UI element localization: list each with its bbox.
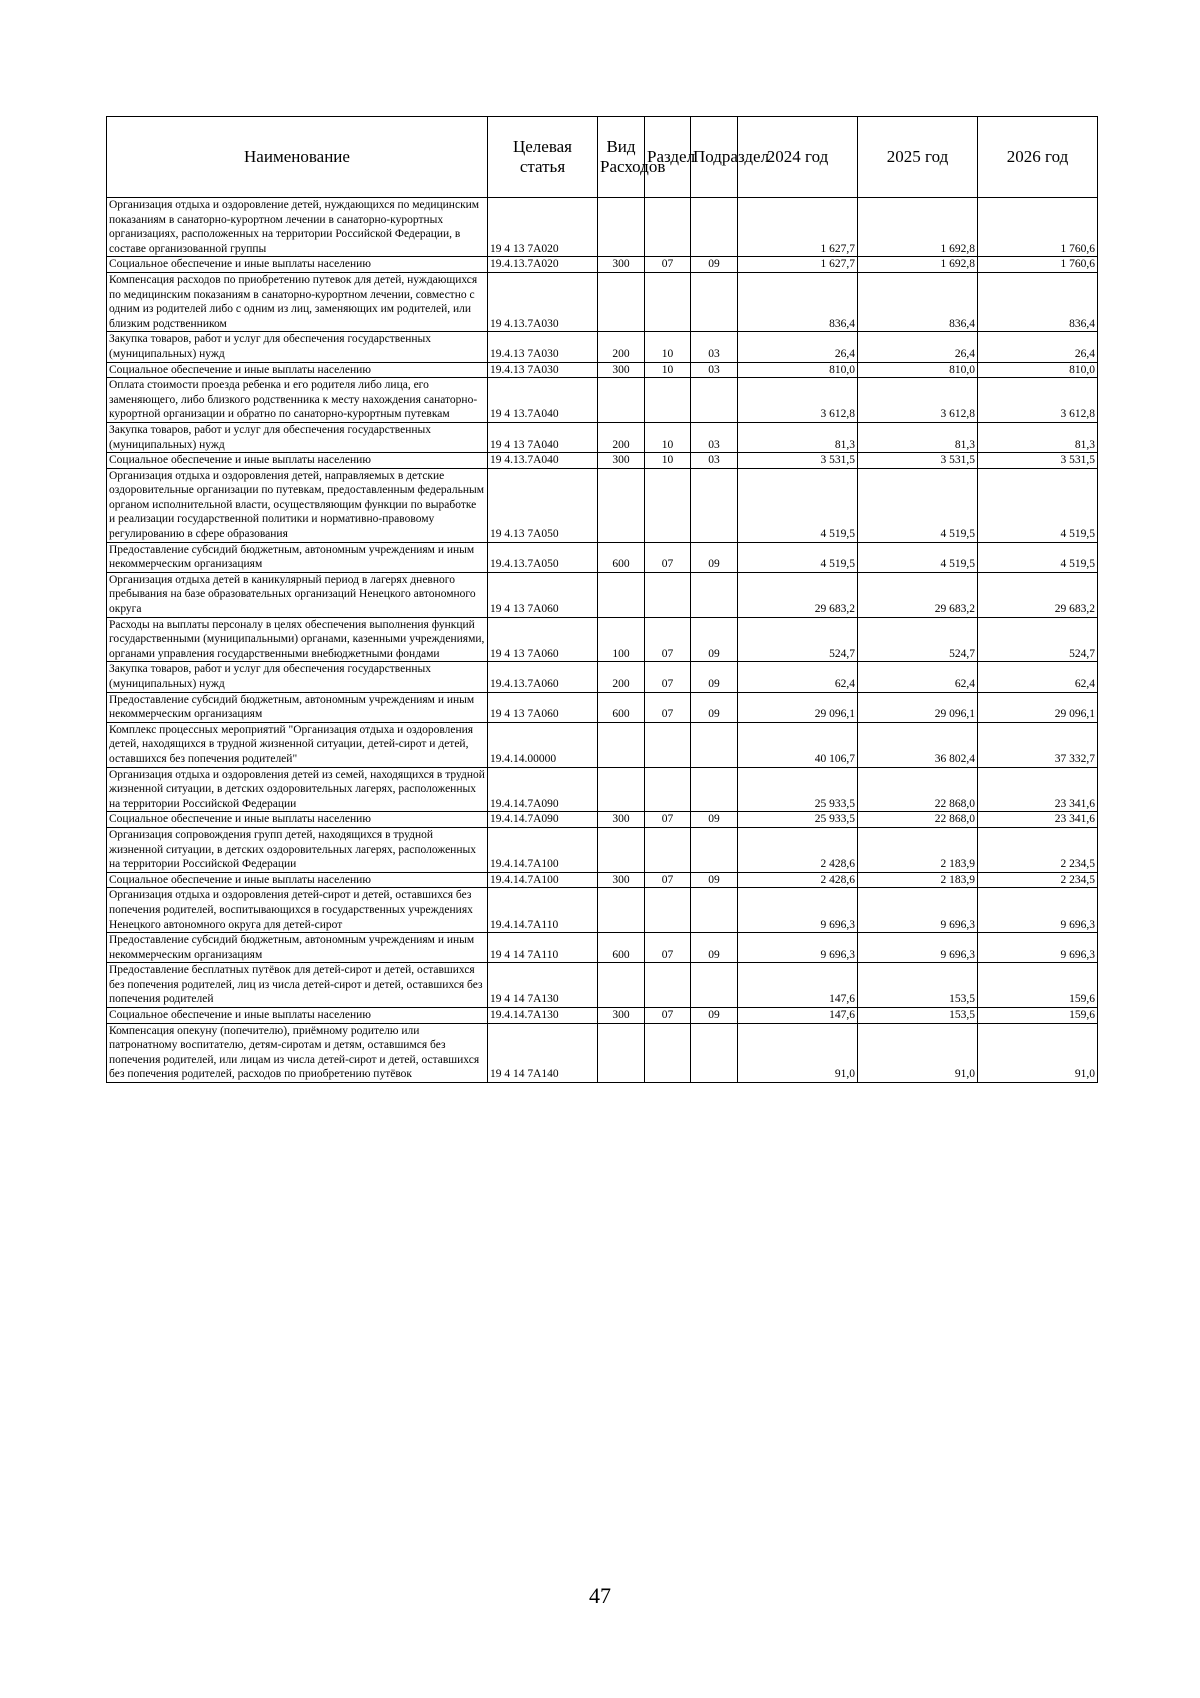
cell-name: Организация отдыха и оздоровления детей-сирот и детей, оставшихся без попечения родителей, воспитывающихся в государственных учреждениях Ненецкого автономного округа для детей-сирот	[107, 888, 488, 933]
table-row	[107, 872, 1098, 888]
table-row	[107, 1008, 1098, 1024]
budget-table	[106, 116, 1098, 1083]
cell-y2025: 91,0	[858, 1023, 978, 1082]
cell-y2024: 62,4	[738, 662, 858, 692]
header-row	[107, 117, 1098, 198]
cell-name: Предоставление бесплатных путёвок для детей-сирот и детей, оставшихся без попечения родителей, лиц из числа детей-сирот и детей, оставшихся без попечения родителей	[107, 963, 488, 1008]
cell-vid	[598, 767, 645, 812]
cell-vid: 100	[598, 617, 645, 662]
cell-y2026: 2 234,5	[978, 827, 1098, 872]
cell-y2024: 2 428,6	[738, 827, 858, 872]
cell-code: 19 4 13 7А060	[488, 617, 598, 662]
cell-y2026: 9 696,3	[978, 888, 1098, 933]
cell-podrazdel: 03	[691, 362, 738, 378]
cell-code: 19 4 13 7А060	[488, 692, 598, 722]
cell-code: 19.4.13.7А050	[488, 542, 598, 572]
cell-name: Предоставление субсидий бюджетным, автономным учреждениям и иным некоммерческим организациям	[107, 692, 488, 722]
cell-y2026: 29 096,1	[978, 692, 1098, 722]
cell-y2026: 3 612,8	[978, 378, 1098, 423]
cell-name: Расходы на выплаты персоналу в целях обеспечения выполнения функций государственными (муниципальными) органами, казенными учреждениями, органами управления государственными внебюджетными фондами	[107, 617, 488, 662]
cell-y2024: 4 519,5	[738, 468, 858, 542]
cell-name: Оплата стоимости проезда ребенка и его родителя либо лица, его заменяющего, либо близкого родственника к месту нахождения санаторно-курортной организации и обратно по санаторно-курортным путевкам	[107, 378, 488, 423]
cell-name: Предоставление субсидий бюджетным, автономным учреждениям и иным некоммерческим организациям	[107, 933, 488, 963]
cell-y2025: 153,5	[858, 1008, 978, 1024]
header-podrazdel: Подраздел	[691, 117, 738, 198]
table-row	[107, 662, 1098, 692]
table-row	[107, 888, 1098, 933]
table-row	[107, 198, 1098, 257]
table-row	[107, 933, 1098, 963]
cell-y2026: 159,6	[978, 963, 1098, 1008]
cell-podrazdel: 09	[691, 617, 738, 662]
cell-podrazdel: 09	[691, 872, 738, 888]
cell-vid: 200	[598, 422, 645, 452]
cell-y2025: 810,0	[858, 362, 978, 378]
cell-y2026: 2 234,5	[978, 872, 1098, 888]
cell-podrazdel	[691, 888, 738, 933]
cell-code: 19 4 13 7А040	[488, 422, 598, 452]
cell-code: 19.4.14.7А090	[488, 812, 598, 828]
table-row	[107, 422, 1098, 452]
table-row	[107, 767, 1098, 812]
cell-razdel	[645, 272, 691, 331]
cell-y2024: 810,0	[738, 362, 858, 378]
cell-razdel	[645, 1023, 691, 1082]
cell-podrazdel	[691, 272, 738, 331]
cell-y2025: 26,4	[858, 332, 978, 362]
table-row	[107, 722, 1098, 767]
cell-y2025: 2 183,9	[858, 827, 978, 872]
header-target: Целевая статья	[488, 117, 598, 198]
table-row	[107, 257, 1098, 273]
cell-y2025: 9 696,3	[858, 933, 978, 963]
cell-y2024: 29 096,1	[738, 692, 858, 722]
cell-y2025: 22 868,0	[858, 767, 978, 812]
cell-name: Социальное обеспечение и иные выплаты населению	[107, 1008, 488, 1024]
cell-y2025: 22 868,0	[858, 812, 978, 828]
cell-podrazdel	[691, 767, 738, 812]
cell-y2026: 4 519,5	[978, 468, 1098, 542]
cell-vid	[598, 963, 645, 1008]
cell-podrazdel: 09	[691, 662, 738, 692]
cell-podrazdel: 09	[691, 257, 738, 273]
table-row	[107, 453, 1098, 469]
cell-code: 19 4 13 7А060	[488, 572, 598, 617]
cell-code: 19.4.13 7А030	[488, 332, 598, 362]
budget-sheet	[106, 116, 1097, 1083]
cell-name: Организация отдыха детей в каникулярный период в лагерях дневного пребывания на базе образовательных организаций Ненецкого автономного округа	[107, 572, 488, 617]
cell-y2026: 524,7	[978, 617, 1098, 662]
cell-podrazdel: 03	[691, 332, 738, 362]
cell-y2026: 4 519,5	[978, 542, 1098, 572]
cell-y2026: 836,4	[978, 272, 1098, 331]
cell-razdel	[645, 198, 691, 257]
cell-name: Организация отдыха и оздоровление детей, нуждающихся по медицинским показаниям в санаторно-курортном лечении в санаторно-курортных организациях, расположенных на территории Российской Федерации, в составе организованной группы	[107, 198, 488, 257]
page-number: 47	[589, 1583, 611, 1608]
cell-y2026: 62,4	[978, 662, 1098, 692]
cell-y2025: 62,4	[858, 662, 978, 692]
cell-code: 19 4.13.7А030	[488, 272, 598, 331]
cell-razdel: 07	[645, 812, 691, 828]
cell-y2024: 2 428,6	[738, 872, 858, 888]
cell-y2025: 29 096,1	[858, 692, 978, 722]
cell-y2026: 810,0	[978, 362, 1098, 378]
table-row	[107, 542, 1098, 572]
table-row	[107, 827, 1098, 872]
cell-y2026: 1 760,6	[978, 198, 1098, 257]
cell-y2025: 81,3	[858, 422, 978, 452]
cell-y2026: 26,4	[978, 332, 1098, 362]
cell-podrazdel	[691, 198, 738, 257]
cell-y2026: 9 696,3	[978, 933, 1098, 963]
header-vid: Вид Расходов	[598, 117, 645, 198]
cell-y2026: 1 760,6	[978, 257, 1098, 273]
cell-name: Организация сопровождения групп детей, находящихся в трудной жизненной ситуации, в детских оздоровительных лагерях, расположенных на территории Российской Федерации	[107, 827, 488, 872]
cell-y2024: 147,6	[738, 963, 858, 1008]
table-row	[107, 378, 1098, 423]
cell-vid	[598, 722, 645, 767]
header-2026: 2026 год	[978, 117, 1098, 198]
cell-vid: 300	[598, 1008, 645, 1024]
header-2025: 2025 год	[858, 117, 978, 198]
cell-podrazdel	[691, 963, 738, 1008]
cell-code: 19 4.13.7А040	[488, 453, 598, 469]
cell-razdel: 07	[645, 933, 691, 963]
cell-y2025: 153,5	[858, 963, 978, 1008]
cell-vid	[598, 572, 645, 617]
cell-name: Социальное обеспечение и иные выплаты населению	[107, 872, 488, 888]
cell-podrazdel: 09	[691, 933, 738, 963]
cell-y2025: 2 183,9	[858, 872, 978, 888]
cell-name: Социальное обеспечение и иные выплаты населению	[107, 453, 488, 469]
cell-y2024: 25 933,5	[738, 812, 858, 828]
cell-y2024: 524,7	[738, 617, 858, 662]
cell-code: 19.4.14.7А100	[488, 827, 598, 872]
cell-vid: 200	[598, 332, 645, 362]
cell-podrazdel	[691, 468, 738, 542]
cell-razdel	[645, 468, 691, 542]
cell-y2024: 9 696,3	[738, 933, 858, 963]
cell-vid	[598, 1023, 645, 1082]
cell-razdel: 10	[645, 362, 691, 378]
cell-razdel: 10	[645, 453, 691, 469]
cell-y2026: 23 341,6	[978, 812, 1098, 828]
cell-y2026: 3 531,5	[978, 453, 1098, 469]
cell-razdel	[645, 378, 691, 423]
cell-vid	[598, 827, 645, 872]
cell-y2025: 1 692,8	[858, 257, 978, 273]
cell-vid	[598, 378, 645, 423]
cell-y2025: 4 519,5	[858, 542, 978, 572]
cell-razdel	[645, 963, 691, 1008]
cell-name: Комплекс процессных мероприятий "Организация отдыха и оздоровления детей, находящихся в трудной жизненной ситуации, детей-сирот и детей, оставшихся без попечения родителей"	[107, 722, 488, 767]
cell-razdel	[645, 827, 691, 872]
cell-vid: 300	[598, 257, 645, 273]
cell-podrazdel: 09	[691, 812, 738, 828]
cell-vid: 300	[598, 872, 645, 888]
cell-code: 19 4 14 7А110	[488, 933, 598, 963]
cell-vid: 300	[598, 453, 645, 469]
cell-vid: 600	[598, 933, 645, 963]
cell-podrazdel: 09	[691, 1008, 738, 1024]
cell-y2025: 3 531,5	[858, 453, 978, 469]
cell-code: 19.4.14.7А110	[488, 888, 598, 933]
cell-y2024: 25 933,5	[738, 767, 858, 812]
table-row	[107, 272, 1098, 331]
cell-y2024: 29 683,2	[738, 572, 858, 617]
cell-razdel: 07	[645, 542, 691, 572]
cell-y2024: 3 531,5	[738, 453, 858, 469]
cell-podrazdel	[691, 1023, 738, 1082]
cell-podrazdel: 03	[691, 453, 738, 469]
cell-code: 19.4.14.00000	[488, 722, 598, 767]
cell-razdel: 07	[645, 872, 691, 888]
cell-vid	[598, 272, 645, 331]
cell-y2025: 36 802,4	[858, 722, 978, 767]
table-row	[107, 468, 1098, 542]
cell-podrazdel: 09	[691, 542, 738, 572]
cell-y2024: 81,3	[738, 422, 858, 452]
cell-vid	[598, 198, 645, 257]
cell-y2026: 91,0	[978, 1023, 1098, 1082]
table-row	[107, 617, 1098, 662]
cell-y2024: 4 519,5	[738, 542, 858, 572]
header-razdel: Раздел	[645, 117, 691, 198]
table-row	[107, 362, 1098, 378]
cell-y2025: 29 683,2	[858, 572, 978, 617]
cell-y2024: 147,6	[738, 1008, 858, 1024]
cell-vid: 600	[598, 542, 645, 572]
cell-code: 19 4 13.7А040	[488, 378, 598, 423]
cell-y2025: 524,7	[858, 617, 978, 662]
cell-y2024: 836,4	[738, 272, 858, 331]
cell-vid	[598, 468, 645, 542]
cell-podrazdel	[691, 378, 738, 423]
cell-name: Организация отдыха и оздоровления детей, направляемых в детские оздоровительные организации по путевкам, предоставленным федеральным органом исполнительной власти, осуществляющим функции по выработке и реализации государственной политики и нормативно-правовому регулированию в сфере образования	[107, 468, 488, 542]
cell-y2026: 159,6	[978, 1008, 1098, 1024]
table-row	[107, 692, 1098, 722]
cell-razdel: 10	[645, 332, 691, 362]
table-row	[107, 332, 1098, 362]
cell-name: Организация отдыха и оздоровления детей из семей, находящихся в трудной жизненной ситуации, в детских оздоровительных лагерях, расположенных на территории Российской Федерации	[107, 767, 488, 812]
cell-vid: 300	[598, 362, 645, 378]
cell-podrazdel: 03	[691, 422, 738, 452]
cell-vid	[598, 888, 645, 933]
cell-name: Закупка товаров, работ и услуг для обеспечения государственных (муниципальных) нужд	[107, 422, 488, 452]
cell-razdel: 07	[645, 692, 691, 722]
cell-y2025: 836,4	[858, 272, 978, 331]
table-row	[107, 963, 1098, 1008]
cell-code: 19 4 13 7А020	[488, 198, 598, 257]
cell-code: 19.4.14.7А130	[488, 1008, 598, 1024]
header-name: Наименование	[107, 117, 488, 198]
cell-vid: 200	[598, 662, 645, 692]
cell-y2025: 9 696,3	[858, 888, 978, 933]
cell-code: 19.4.13 7А030	[488, 362, 598, 378]
cell-name: Закупка товаров, работ и услуг для обеспечения государственных (муниципальных) нужд	[107, 662, 488, 692]
cell-y2026: 23 341,6	[978, 767, 1098, 812]
cell-name: Социальное обеспечение и иные выплаты населению	[107, 257, 488, 273]
cell-razdel: 07	[645, 257, 691, 273]
cell-code: 19 4.13 7А050	[488, 468, 598, 542]
cell-y2025: 4 519,5	[858, 468, 978, 542]
cell-razdel	[645, 888, 691, 933]
cell-name: Закупка товаров, работ и услуг для обеспечения государственных (муниципальных) нужд	[107, 332, 488, 362]
cell-name: Компенсация опекуну (попечителю), приёмному родителю или патронатному воспитателю, детям-сиротам и детям, оставшимся без попечения родителей, или лицам из числа детей-сирот и детей, оставшихся без попечения родителей, расходов по приобретению путёвок	[107, 1023, 488, 1082]
cell-name: Компенсация расходов по приобретению путевок для детей, нуждающихся по медицинским показаниям в санаторно-курортном лечении, совместно с одним из родителей либо с одним из лиц, заменяющих им родителей, или близким родственником	[107, 272, 488, 331]
cell-razdel: 07	[645, 662, 691, 692]
cell-code: 19.4.13.7А020	[488, 257, 598, 273]
cell-y2024: 3 612,8	[738, 378, 858, 423]
cell-y2026: 37 332,7	[978, 722, 1098, 767]
cell-podrazdel	[691, 722, 738, 767]
cell-y2025: 3 612,8	[858, 378, 978, 423]
cell-razdel: 07	[645, 617, 691, 662]
cell-y2026: 81,3	[978, 422, 1098, 452]
cell-code: 19.4.14.7А090	[488, 767, 598, 812]
cell-code: 19.4.14.7А100	[488, 872, 598, 888]
header-2024: 2024 год	[738, 117, 858, 198]
cell-razdel: 07	[645, 1008, 691, 1024]
cell-code: 19.4.13.7А060	[488, 662, 598, 692]
cell-y2024: 40 106,7	[738, 722, 858, 767]
cell-podrazdel	[691, 572, 738, 617]
cell-y2024: 1 627,7	[738, 257, 858, 273]
cell-razdel	[645, 722, 691, 767]
cell-y2024: 91,0	[738, 1023, 858, 1082]
table-row	[107, 1023, 1098, 1082]
cell-y2026: 29 683,2	[978, 572, 1098, 617]
cell-razdel	[645, 767, 691, 812]
cell-y2024: 9 696,3	[738, 888, 858, 933]
cell-name: Социальное обеспечение и иные выплаты населению	[107, 812, 488, 828]
cell-y2024: 26,4	[738, 332, 858, 362]
cell-code: 19 4 14 7А140	[488, 1023, 598, 1082]
cell-vid: 600	[598, 692, 645, 722]
cell-razdel: 10	[645, 422, 691, 452]
cell-podrazdel: 09	[691, 692, 738, 722]
table-row	[107, 572, 1098, 617]
cell-code: 19 4 14 7А130	[488, 963, 598, 1008]
cell-y2024: 1 627,7	[738, 198, 858, 257]
cell-vid: 300	[598, 812, 645, 828]
table-body	[107, 198, 1098, 1083]
cell-name: Социальное обеспечение и иные выплаты населению	[107, 362, 488, 378]
cell-podrazdel	[691, 827, 738, 872]
cell-name: Предоставление субсидий бюджетным, автономным учреждениям и иным некоммерческим организациям	[107, 542, 488, 572]
cell-razdel	[645, 572, 691, 617]
cell-y2025: 1 692,8	[858, 198, 978, 257]
table-row	[107, 812, 1098, 828]
